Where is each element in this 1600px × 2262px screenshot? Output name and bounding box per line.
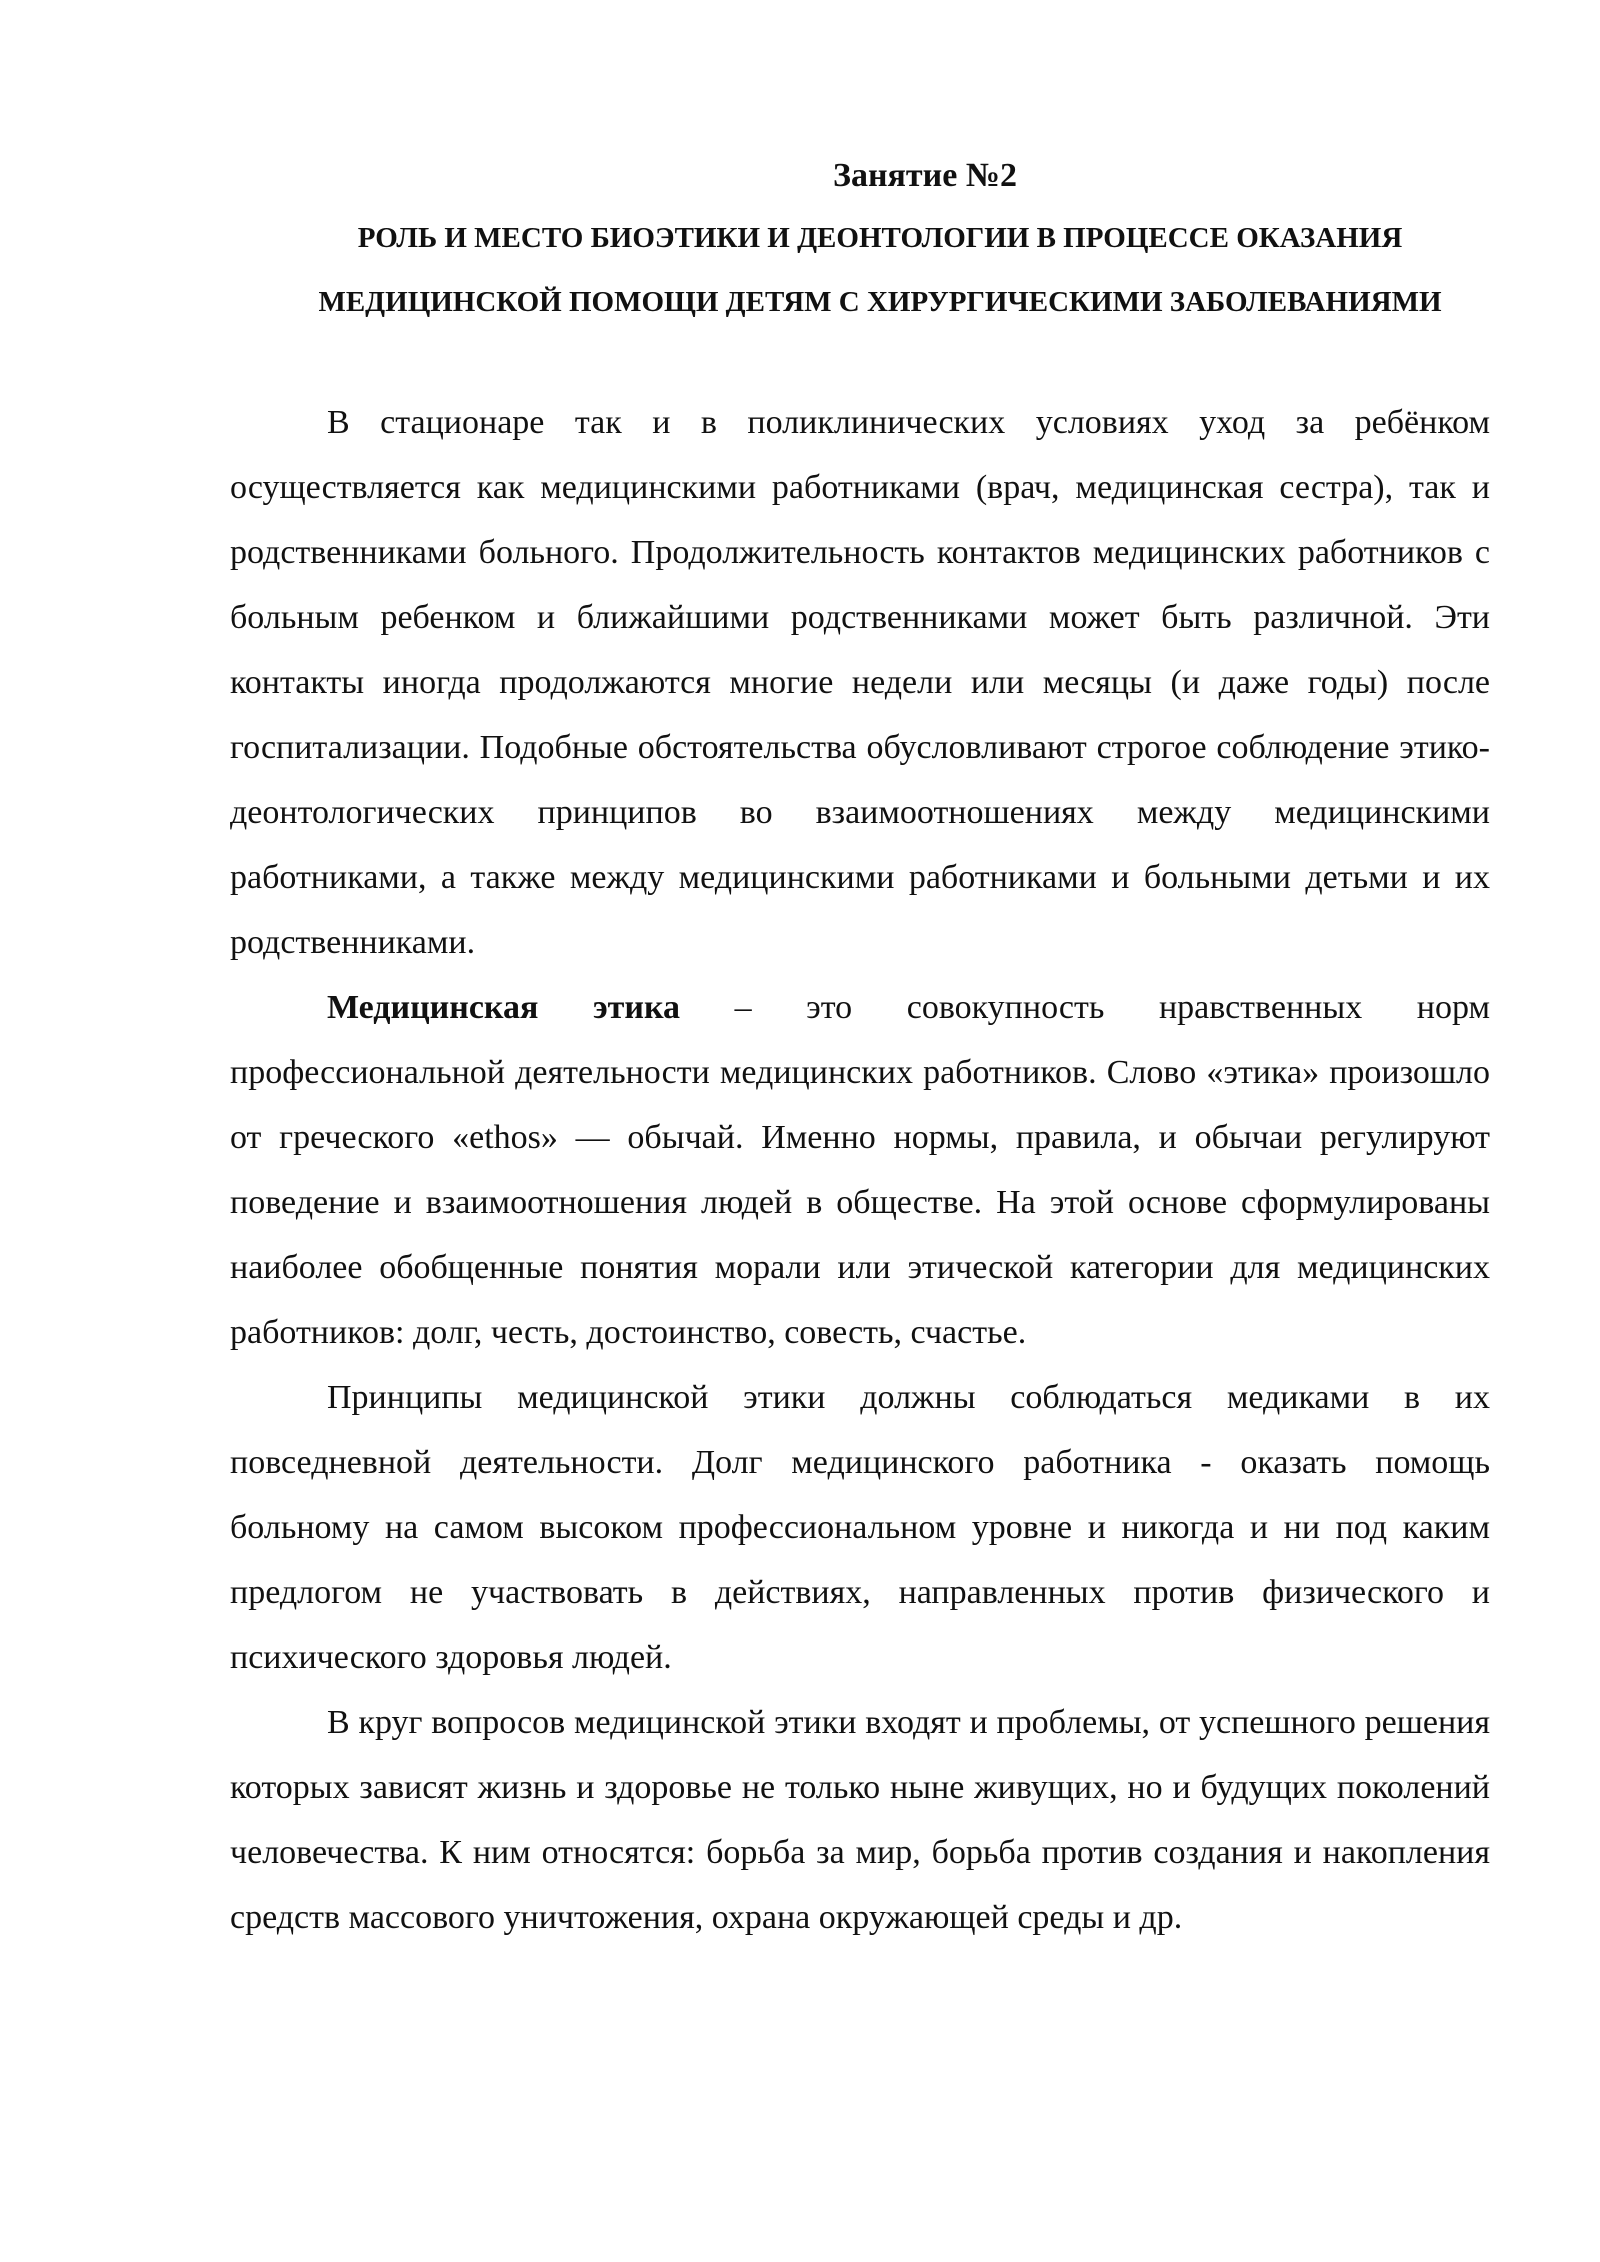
paragraph-3 <box>230 1365 1490 1690</box>
paragraph-2-text: – это совокупность нравственных норм профессиональной деятельности медицинских работников. Слово «этика» произошло от греческого «ethos» — обычай. Именно нормы, правила, и обычаи регулируют поведение и взаимоотношения людей в обществе. На этой основе сформулированы наиболее обобщенные понятия морали или этической категории для медицинских работников: долг, честь, достоинство, совесть, счастье. <box>230 989 1490 1351</box>
term-medical-ethics: Медицинская этика <box>327 989 681 1026</box>
topic-title <box>230 206 1490 334</box>
paragraph-4 <box>230 1690 1490 1950</box>
document-body <box>230 390 1490 1950</box>
topic-title-line-2: МЕДИЦИНСКОЙ ПОМОЩИ ДЕТЯМ С ХИРУРГИЧЕСКИМИ ЗАБОЛЕВАНИЯМИ <box>318 286 1442 318</box>
paragraph-4-text: В круг вопросов медицинской этики входят и проблемы, от успешного решения которых зависят жизнь и здоровье не только ныне живущих, но и будущих поколений человечества. К ним относятся: борьба за мир, борьба против создания и накопления средств массового уничтожения, охрана окружающей среды и др. <box>230 1704 1490 1936</box>
paragraph-3-text: Принципы медицинской этики должны соблюдаться медиками в их повседневной деятельности. Долг медицинского работника - оказать помощь больному на самом высоком профессиональном уровне и никогда и ни под каким предлогом не участвовать в действиях, направленных против физического и психического здоровья людей. <box>230 1379 1490 1676</box>
paragraph-1-text: В стационаре так и в поликлинических условиях уход за ребёнком осуществляется как медицинскими работниками (врач, медицинская сестра), так и родственниками больного. Продолжительность контактов медицинских работников с больным ребенком и ближайшими родственниками может быть различной. Эти контакты иногда продолжаются многие недели или месяцы (и даже годы) после госпитализации. Подобные обстоятельства обусловливают строгое соблюдение этико-деонтологических принципов во взаимоотношениях между медицинскими работниками, а также между медицинскими работниками и больными детьми и их родственниками. <box>230 404 1490 961</box>
topic-title-line-1: РОЛЬ И МЕСТО БИОЭТИКИ И ДЕОНТОЛОГИИ В ПРОЦЕССЕ ОКАЗАНИЯ <box>357 222 1403 254</box>
lesson-title: Занятие №2 <box>833 157 1017 194</box>
document-page <box>230 150 1490 1950</box>
paragraph-1 <box>230 390 1490 975</box>
paragraph-2 <box>230 975 1490 1365</box>
